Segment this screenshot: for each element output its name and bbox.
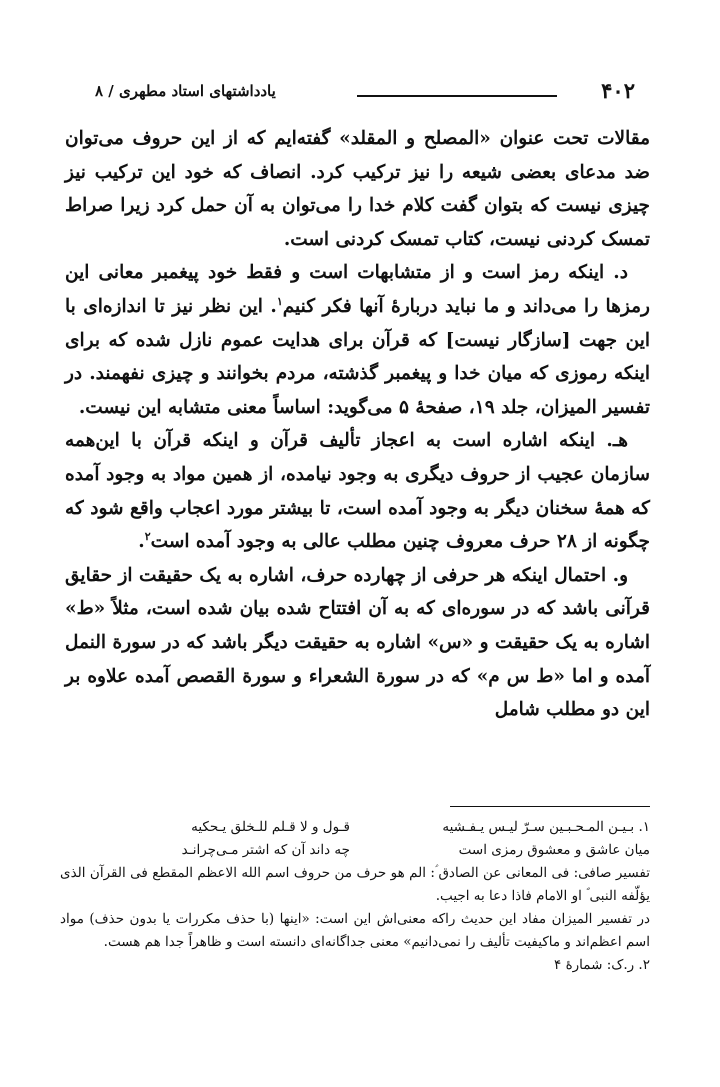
- poem-left-column: [90, 816, 350, 862]
- paragraph-d: [65, 256, 650, 424]
- paragraph-h-text: هـ. اینکه اشاره است به اعجاز تألیف قرآن و اینکه قرآن با این‌همه سازمان عجیب از حروف دیگری به وجود نیامده، از همین مواد به وجود آمده که همهٔ سخنان دیگر به وجود آمده است، تا بیشتر مورد اعجاب واقع شود که چگونه از ۲۸ حرف معروف چنین مطلب عالی به وجود آمده است: [65, 430, 650, 553]
- footnote-separator: [450, 806, 650, 807]
- footnote-mark-2: ۲: [144, 529, 151, 543]
- page-header: [95, 78, 635, 104]
- paragraph-v: و. احتمال اینکه هر حرفی از چهارده حرف، اشاره به یک حقیقت از حقایق قرآنی باشد که در سوره‌ای که به آن افتتاح شده بیان شده است، مثلاً «ط» اشاره به یک حقیقت و «س» اشاره به حقیقت دیگر باشد که در سورة النمل آمده و اما «ط س م» که در سورة الشعراء و سورة القصص آمده علاوه بر این دو مطلب شامل: [65, 564, 650, 721]
- poem-right-hemistich-2: میان عاشق و معشوق رمزی است: [458, 842, 650, 858]
- page-number: ۴۰۲: [601, 78, 635, 103]
- main-text: [65, 122, 650, 727]
- paragraph-d-part2: . این نظر نیز تا اندازه‌ای با این جهت [سازگار نیست] که قرآن برای هدایت عموم نازل شده که برای اینکه رموزی که میان خدا و پیغمبر گذشته، مردم بخوانند و چیزی نفهمند. در تفسیر المیزان، جلد ۱۹، صفحهٔ ۵ می‌گوید: اساساً معنی متشابه این نیست.: [65, 295, 650, 418]
- paragraph-continuation: مقالات تحت عنوان «المصلح و المقلد» گفته‌ایم که از این حروف می‌توان ضد مدعای بعضی شیعه را نیز ترکیب کرد. انصاف که خود این ترکیب نیز چیزی نیست که بتوان گفت کلام خدا را می‌توان به آن حمل کرد زیرا صراط تمسک کردنی نیست، کتاب تمسک کردنی است.: [65, 128, 650, 250]
- poem-right-hemistich-1: بـیـن المـحـبـین سـرّ لیـس یـفـشیه: [442, 819, 635, 835]
- footnote-2: ۲. ر.ک: شمارهٔ ۴: [554, 957, 650, 973]
- footnote-1-marker: ۱.: [638, 819, 650, 835]
- poem-left-hemistich-2: چه داند آن که اشتر مـی‌چرانـد: [181, 842, 350, 858]
- header-rule: [357, 95, 557, 97]
- footnote-mizan: در تفسیر المیزان مفاد این حدیث راکه معنی‌اش این است: «اینها (با حذف مکررات یا بدون حذف) مواد اسم اعظم‌اند و ماکیفیت تألیف را نمی‌دانیم» معنی جداگانه‌ای دانسته است و ظاهراً جدا هم هست.: [60, 911, 650, 950]
- paragraph-d-part1: د. اینکه رمز است و از متشابهات است و فقط خود پیغمبر معانی این رمزها را می‌داند و ما نباید دربارهٔ آنها فکر کنیم: [65, 262, 650, 317]
- running-title: یادداشتهای استاد مطهری / ۸: [95, 82, 276, 100]
- poem-right-column: [390, 816, 650, 862]
- footnote-safi: تفسیر صافی: فی المعانی عن الصادق ؑ: الم هو حرف من حروف اسم الله الاعظم المقطع فی القرآن الذی یؤلّفه النبی ؐ او الامام فاذا دعا به اجیب.: [60, 865, 650, 904]
- footnote-1-poem: [90, 816, 650, 862]
- poem-line: [390, 816, 650, 839]
- poem-left-hemistich-1: قـول و لا قـلم للـخلق یـحکیه: [191, 819, 350, 835]
- paragraph-h: هـ. اینکه اشاره است به اعجاز تألیف قرآن و اینکه قرآن با این‌همه سازمان عجیب از حروف دیگری به وجود نیامده، از همین مواد به وجود آمده که همهٔ سخنان دیگر به وجود آمده است، تا بیشتر مورد اعجاب واقع شود که چگونه از ۲۸ حرف معروف چنین مطلب عالی به وجود آمده است$^۲$.: [65, 430, 650, 553]
- footnote-mark-1: ۱: [276, 294, 283, 308]
- footnotes: [60, 816, 650, 977]
